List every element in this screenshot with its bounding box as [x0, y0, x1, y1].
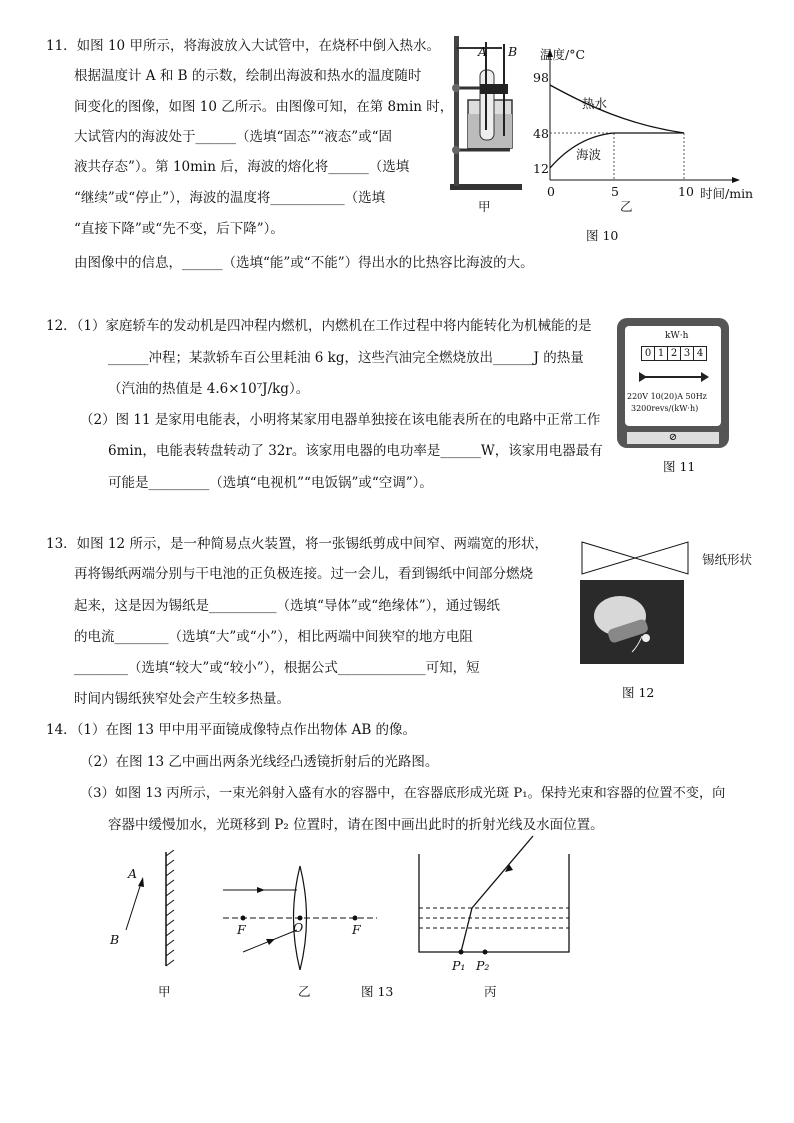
graph-x-tick-5: 5: [611, 184, 619, 199]
q12-line-1: 12．（1）家庭轿车的发动机是四冲程内燃机，内燃机在工作过程中将内能转化为机械能的是: [46, 318, 592, 334]
mirror-caption: 甲: [158, 984, 171, 999]
q11-line-5: 液共存态”）。第 10min 后，海波的熔化将______（选填: [74, 159, 410, 175]
meter-arrow-icon: [637, 370, 711, 384]
q11-line-1: 11．如图 10 甲所示，将海波放入大试管中，在烧杯中倒入热水。: [46, 38, 440, 54]
q11-line-2: 根据温度计 A 和 B 的示数，绘制出海波和热水的温度随时: [74, 68, 422, 84]
q11-line-4: 大试管内的海波处于______（选填“固态”“液态”或“固: [74, 129, 393, 145]
q14-line-3: （3）如图 13 丙所示，一束光斜射入盛有水的容器中，在容器底形成光斑 P₁。保持光束和容器的位置不变，向: [80, 786, 726, 801]
graph-y-label: 温度/°C: [540, 47, 586, 62]
q14-line-1: 14．（1）在图 13 甲中用平面镜成像特点作出物体 AB 的像。: [46, 722, 417, 738]
graph-y-tick-12: 12: [533, 161, 549, 176]
q12-line-3: （汽油的热值是 4.6×10⁷J/kg）。: [108, 381, 310, 397]
meter-spec-1: 220V 10(20)A 50Hz: [627, 392, 707, 401]
graph-curve-label-water: 热水: [582, 96, 608, 111]
temperature-graph: [530, 45, 760, 195]
q13-line-4: 的电流________（选填“大”或“小”），相比两端中间狭窄的地方电阻: [74, 629, 473, 645]
graph-x-label: 时间/min: [700, 186, 754, 201]
apparatus-caption: 甲: [478, 199, 491, 214]
meter-digit-3: 2: [668, 347, 681, 360]
apparatus-label-b: B: [508, 44, 518, 59]
lens-figure: [215, 860, 385, 970]
q13-line-3: 起来，这是因为锡纸是__________（选填“导体”或“绝缘体”），通过锡纸: [74, 598, 500, 614]
electricity-meter: [617, 318, 729, 448]
q13-line-2: 再将锡纸两端分别与干电池的正负极连接。过一会儿，看到锡纸中间部分燃烧: [74, 566, 533, 582]
container-figure: [415, 832, 575, 957]
meter-spec-2: 3200revs/(kW·h): [631, 404, 699, 413]
apparatus-label-a: A: [478, 44, 488, 59]
mirror-label-a: A: [128, 866, 138, 881]
graph-x-tick-10: 10: [678, 184, 694, 199]
figure-12-caption: 图 12: [622, 685, 655, 700]
foil-shape-figure: [580, 540, 690, 576]
graph-x-tick-0: 0: [547, 184, 555, 199]
meter-digit-1: 0: [642, 347, 655, 360]
figure-10-caption: 图 10: [586, 228, 619, 243]
lens-label-focus-right: F: [352, 922, 361, 937]
q13-line-5: ________（选填“较大”或“较小”），根据公式_____________可知，短: [74, 660, 480, 676]
mirror-figure: [100, 850, 190, 970]
object-ab-arrow: [126, 880, 142, 930]
container-label-p2: P₂: [476, 958, 490, 973]
figure-11-caption: 图 11: [663, 459, 696, 474]
q11-line-7: “直接下降”或“先不变，后下降”）。: [74, 221, 284, 237]
q11-line-3: 间变化的图像，如图 10 乙所示。由图像可知，在第 8min 时，: [74, 99, 454, 115]
meter-symbol-icon: ⊘: [627, 432, 719, 444]
meter-unit: kW·h: [665, 331, 689, 341]
q12-line-4: （2）图 11 是家用电能表，小明将某家用电器单独接在该电能表所在的电路中正常工作: [80, 412, 601, 428]
lens-label-focus-left: F: [237, 922, 246, 937]
meter-digit-2: 1: [655, 347, 668, 360]
ignition-photo: [580, 580, 684, 664]
container-label-p1: P₁: [452, 958, 466, 973]
refracted-ray: [461, 908, 472, 952]
q13-line-1: 13．如图 12 所示，是一种简易点火装置，将一张锡纸剪成中间窄、两端宽的形状，: [46, 536, 548, 552]
graph-y-tick-48: 48: [533, 126, 549, 141]
q12-line-6: 可能是_________（选填“电视机”“电饭锅”或“空调”）。: [108, 475, 433, 491]
meter-digit-5: 4: [696, 348, 704, 359]
foil-shape-label: 锡纸形状: [702, 552, 753, 567]
graph-curve-label-hypo: 海波: [576, 147, 602, 162]
water-curve: [550, 85, 684, 133]
incident-ray: [472, 836, 533, 908]
lens-label-center: O: [293, 920, 304, 935]
q11-line-6: “继续”或“停止”），海波的温度将___________（选填: [74, 190, 386, 206]
q11-line-8: 由图像中的信息，______（选填“能”或“不能”）得出水的比热容比海波的大。: [74, 255, 534, 271]
q12-line-2: ______冲程；某款轿车百公里耗油 6 kg，这些汽油完全燃烧放出______J 的热量: [108, 350, 584, 366]
apparatus-figure: [440, 30, 540, 210]
q12-line-5: 6min，电能表转盘转动了 32r。该家用电器的电功率是______W，该家用电器最有: [108, 443, 603, 459]
graph-caption: 乙: [620, 199, 633, 214]
mirror-label-b: B: [110, 932, 120, 947]
lens-caption: 乙: [298, 984, 311, 999]
q14-line-2: （2）在图 13 乙中画出两条光线经凸透镜折射后的光路图。: [80, 754, 439, 770]
q14-line-4: 容器中缓慢加水，光斑移到 P₂ 位置时，请在图中画出此时的折射光线及水面位置。: [108, 817, 604, 833]
q13-line-6: 时间内锡纸狭窄处会产生较多热量。: [74, 691, 290, 707]
graph-y-tick-98: 98: [533, 70, 549, 85]
meter-digit-4: 3: [681, 347, 694, 360]
container-caption: 丙: [484, 984, 497, 999]
hypo-curve: [550, 133, 684, 168]
figure-13-caption: 图 13: [361, 984, 394, 999]
